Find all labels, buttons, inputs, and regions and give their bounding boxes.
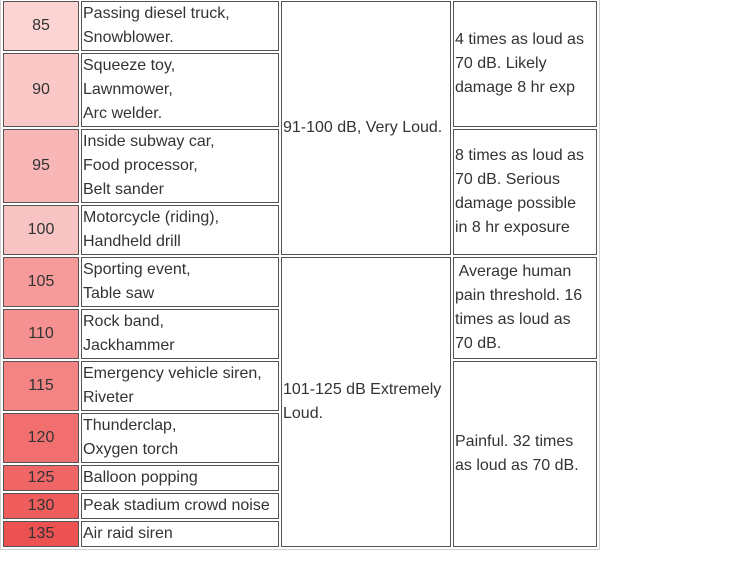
note-line: 70 dB. Likely — [455, 55, 547, 72]
example-cell — [81, 521, 279, 547]
example-line: Emergency vehicle siren, — [83, 365, 262, 382]
example-cell — [81, 53, 279, 127]
db-level-cell: 120 — [3, 413, 79, 463]
example-line: Belt sander — [83, 181, 164, 198]
note-line: times as loud as — [455, 311, 571, 328]
example-cell — [81, 465, 279, 491]
db-level-cell: 115 — [3, 361, 79, 411]
range-cell-very-loud: 91-100 dB, Very Loud. — [281, 1, 451, 255]
db-level-cell: 105 — [3, 257, 79, 307]
example-line: Handheld drill — [83, 233, 181, 250]
db-level-cell: 90 — [3, 53, 79, 127]
range-line: Loud. — [283, 405, 324, 422]
db-level-cell: 85 — [3, 1, 79, 51]
example-line: Food processor, — [83, 157, 198, 174]
example-line: Thunderclap, — [83, 417, 177, 434]
table-row — [3, 1, 597, 51]
note-line: 4 times as loud as — [455, 31, 584, 48]
note-line: 70 dB. Serious — [455, 171, 560, 188]
note-line: damage 8 hr exp — [455, 79, 576, 96]
note-cell — [453, 129, 597, 255]
example-line: Passing diesel truck, — [83, 5, 230, 22]
example-cell — [81, 493, 279, 519]
example-line: Inside subway car, — [83, 133, 215, 150]
note-line: as loud as 70 dB. — [455, 457, 579, 474]
note-line: damage possible — [455, 195, 576, 212]
db-level-cell: 125 — [3, 465, 79, 491]
example-line: Rock band, — [83, 313, 164, 330]
db-level-cell: 95 — [3, 129, 79, 203]
note-line: Average human — [455, 263, 572, 280]
note-line: Painful. 32 times — [455, 433, 574, 450]
example-line: Arc welder. — [83, 105, 163, 122]
example-line: Riveter — [83, 389, 134, 406]
example-cell — [81, 1, 279, 51]
example-cell — [81, 205, 279, 255]
range-line: 101-125 dB Extremely — [283, 381, 442, 398]
example-line: Peak stadium crowd noise — [83, 497, 270, 514]
example-cell — [81, 309, 279, 359]
note-cell — [453, 361, 597, 547]
example-line: Lawnmower, — [83, 81, 173, 98]
example-cell — [81, 129, 279, 203]
example-line: Air raid siren — [83, 525, 173, 542]
note-line: pain threshold. 16 — [455, 287, 583, 304]
note-cell — [453, 257, 597, 359]
range-cell-extremely-loud — [281, 257, 451, 547]
note-line: in 8 hr exposure — [455, 219, 570, 236]
db-level-cell: 130 — [3, 493, 79, 519]
example-cell — [81, 257, 279, 307]
db-level-cell: 100 — [3, 205, 79, 255]
example-line: Sporting event, — [83, 261, 191, 278]
example-line: Squeeze toy, — [83, 57, 176, 74]
example-line: Snowblower. — [83, 29, 174, 46]
table-row — [3, 257, 597, 307]
note-cell — [453, 1, 597, 127]
example-line: Balloon popping — [83, 469, 198, 486]
db-level-cell: 110 — [3, 309, 79, 359]
example-line: Jackhammer — [83, 337, 175, 354]
db-level-cell: 135 — [3, 521, 79, 547]
example-line: Oxygen torch — [83, 441, 179, 458]
example-line: Table saw — [83, 285, 155, 302]
note-line: 70 dB. — [455, 335, 502, 352]
example-line: Motorcycle (riding), — [83, 209, 220, 226]
example-cell — [81, 413, 279, 463]
example-cell — [81, 361, 279, 411]
note-line: 8 times as loud as — [455, 147, 584, 164]
